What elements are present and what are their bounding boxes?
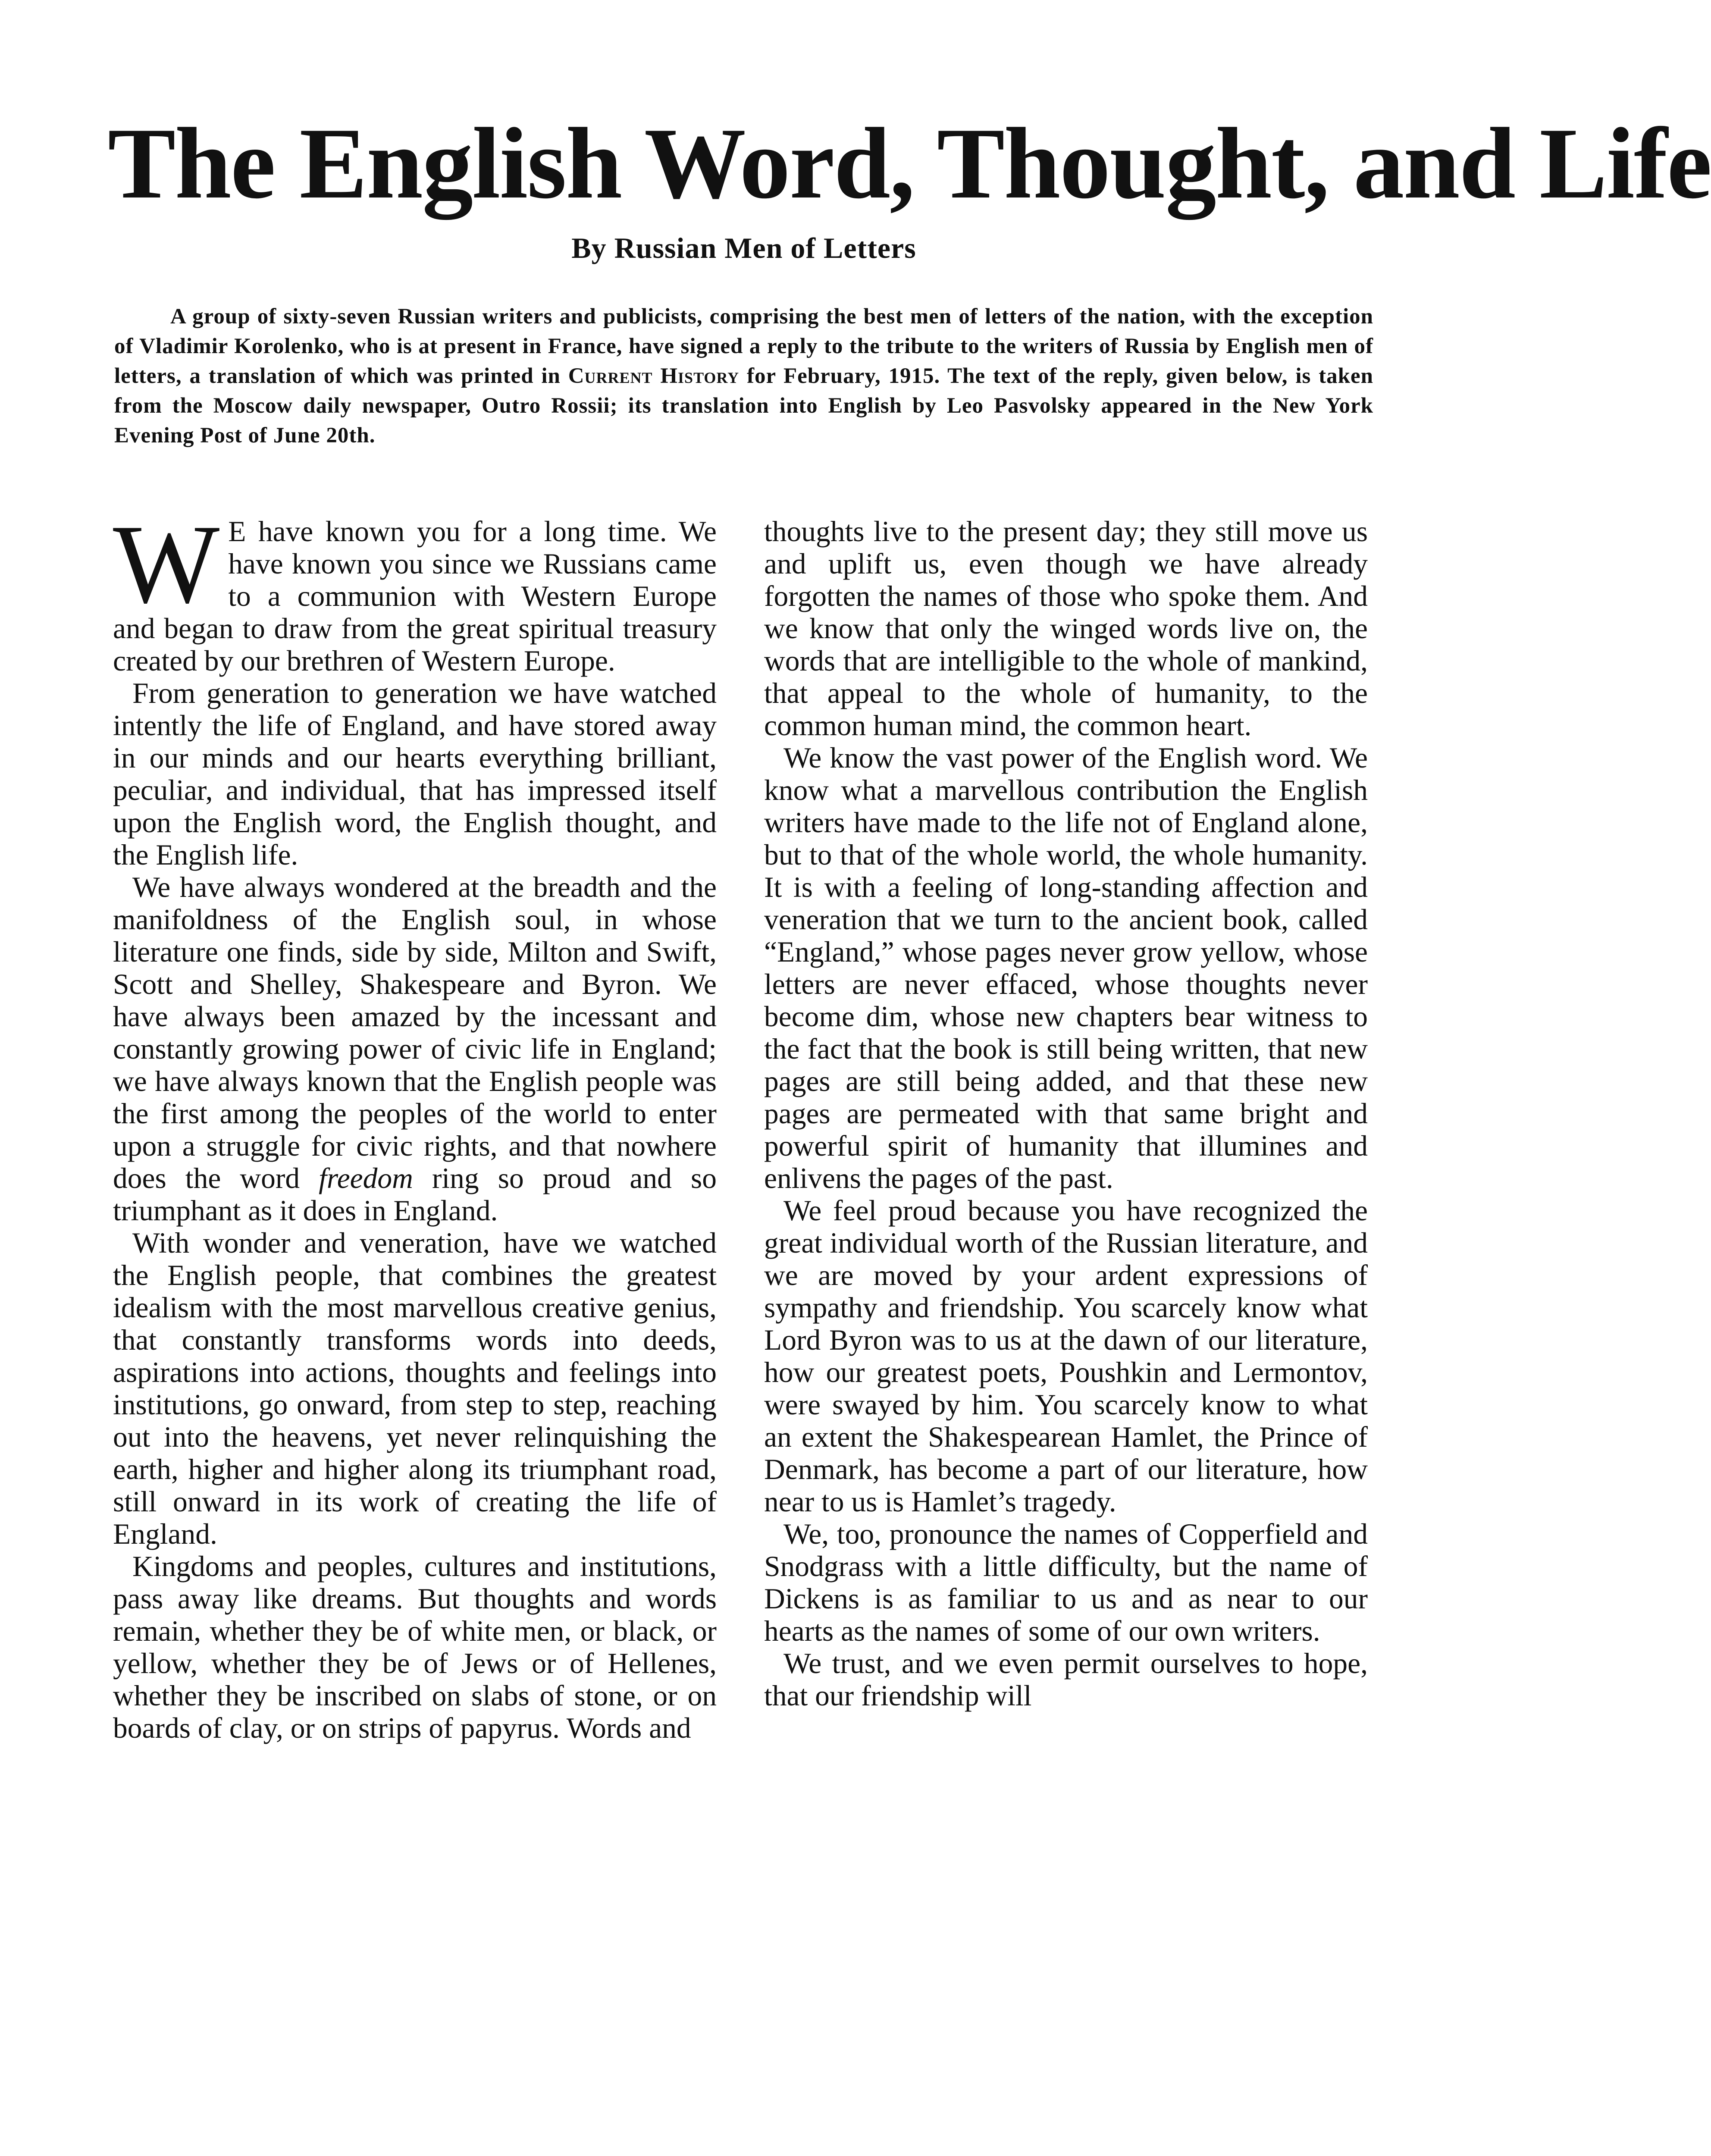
- intro-paragraph: [114, 302, 1373, 451]
- body-paragraph-6: We know the vast power of the English word. We know what a marvellous contribution the English writers have made to the life not of England alone, but to that of the whole world, the whole humanity. It is with a feeling of long-standing affection and veneration that we turn to the ancient book, called “England,” whose pages never grow yellow, whose letters are never effaced, whose thoughts never become dim, whose new chapters bear witness to the fact that the book is still being written, that new pages are still being added, and that these new pages are permeated with that same bright and powerful spirit of humanity that illumines and enlivens the pages of the past.: [764, 742, 1368, 1194]
- body-paragraph-3-text-a: We have always wondered at the breadth and the manifoldness of the English soul, in whose literature one finds, side by side, Milton and Swift, Scott and Shelley, Shakespeare and Byron. We have always been amazed by the incessant and constantly growing power of civic life in England; we have always known that the English people was the first among the peoples of the world to enter upon a struggle for civic rights, and that nowhere does the word: [113, 871, 717, 1194]
- left-column: [113, 501, 717, 1744]
- intro-publication-name: Current History: [568, 364, 740, 388]
- body-paragraph-7: We feel proud because you have recognized the great individual worth of the Russian literature, and we are moved by your ardent expressions of sympathy and friendship. You scarcely know what Lord Byron was to us at the dawn of our literature, how our greatest poets, Poushkin and Lermontov, were swayed by him. You scarcely know to what an extent the Shakespearean Hamlet, the Prince of Denmark, has become a part of our literature, how near to us is Hamlet’s tragedy.: [764, 1194, 1368, 1518]
- body-paragraph-1: [113, 501, 717, 677]
- article-byline: By Russian Men of Letters: [571, 232, 916, 264]
- body-paragraph-8: We, too, pronounce the names of Copperfield and Snodgrass with a little difficulty, but the name of Dickens is as familiar to us and as near to our hearts as the names of some of our own writers.: [764, 1518, 1368, 1647]
- intro-text-part1: A group of sixty-seven Russian writers and publicists, comprising the best men of letters of the nation, with the exception of Vladimir Korolenko, who is at present in France, have signed a reply to the tribute to the writers of Russia by English men of letters, a translation of which was printed in: [114, 304, 1373, 388]
- intro-text-part2: for February, 1915. The text of the reply, given below, is taken from the Moscow daily newspaper, Outro Rossii; its translation into English by Leo Pasvolsky appeared in the New York Evening Post of June 20th.: [114, 364, 1374, 448]
- emphasized-word-freedom: freedom: [319, 1162, 413, 1194]
- body-paragraph-2: From generation to generation we have watched intently the life of England, and have stored away in our minds and our hearts everything brilliant, peculiar, and individual, that has impressed itself upon the English word, the English thought, and the English life.: [113, 677, 717, 871]
- right-column: [764, 515, 1368, 1712]
- drop-cap: W: [113, 501, 220, 627]
- body-paragraph-3: [113, 871, 717, 1227]
- body-paragraph-5: Kingdoms and peoples, cultures and institutions, pass away like dreams. But thoughts and words remain, whether they be of white men, or black, or yellow, whether they be of Jews or of Hellenes, whether they be inscribed on slabs of stone, or on boards of clay, or on strips of papyrus. Words and: [113, 1550, 717, 1744]
- body-paragraph-1-text: E have known you for a long time. We have known you since we Russians came to a communion with Western Europe and began to draw from the great spiritual treasury created by our brethren of Western Europe.: [113, 515, 717, 677]
- body-paragraph-3-text-b: ring so proud and so triumphant as it does in England.: [113, 1162, 717, 1227]
- body-paragraph-9: We trust, and we even permit ourselves to hope, that our friendship will: [764, 1647, 1368, 1712]
- body-paragraph-continued: thoughts live to the present day; they still move us and uplift us, even though we have already forgotten the names of those who spoke them. And we know that only the winged words live on, the words that are intelligible to the whole of mankind, that appeal to the whole of humanity, to the common human mind, the common heart.: [764, 515, 1368, 742]
- body-paragraph-4: With wonder and veneration, have we watched the English people, that combines the greatest idealism with the most marvellous creative genius, that constantly transforms words into deeds, aspirations into actions, thoughts and feelings into institutions, go onward, from step to step, reaching out into the heavens, yet never relinquishing the earth, higher and higher along its triumphant road, still onward in its work of creating the life of England.: [113, 1227, 717, 1550]
- article-title: The English Word, Thought, and Life: [108, 107, 1711, 220]
